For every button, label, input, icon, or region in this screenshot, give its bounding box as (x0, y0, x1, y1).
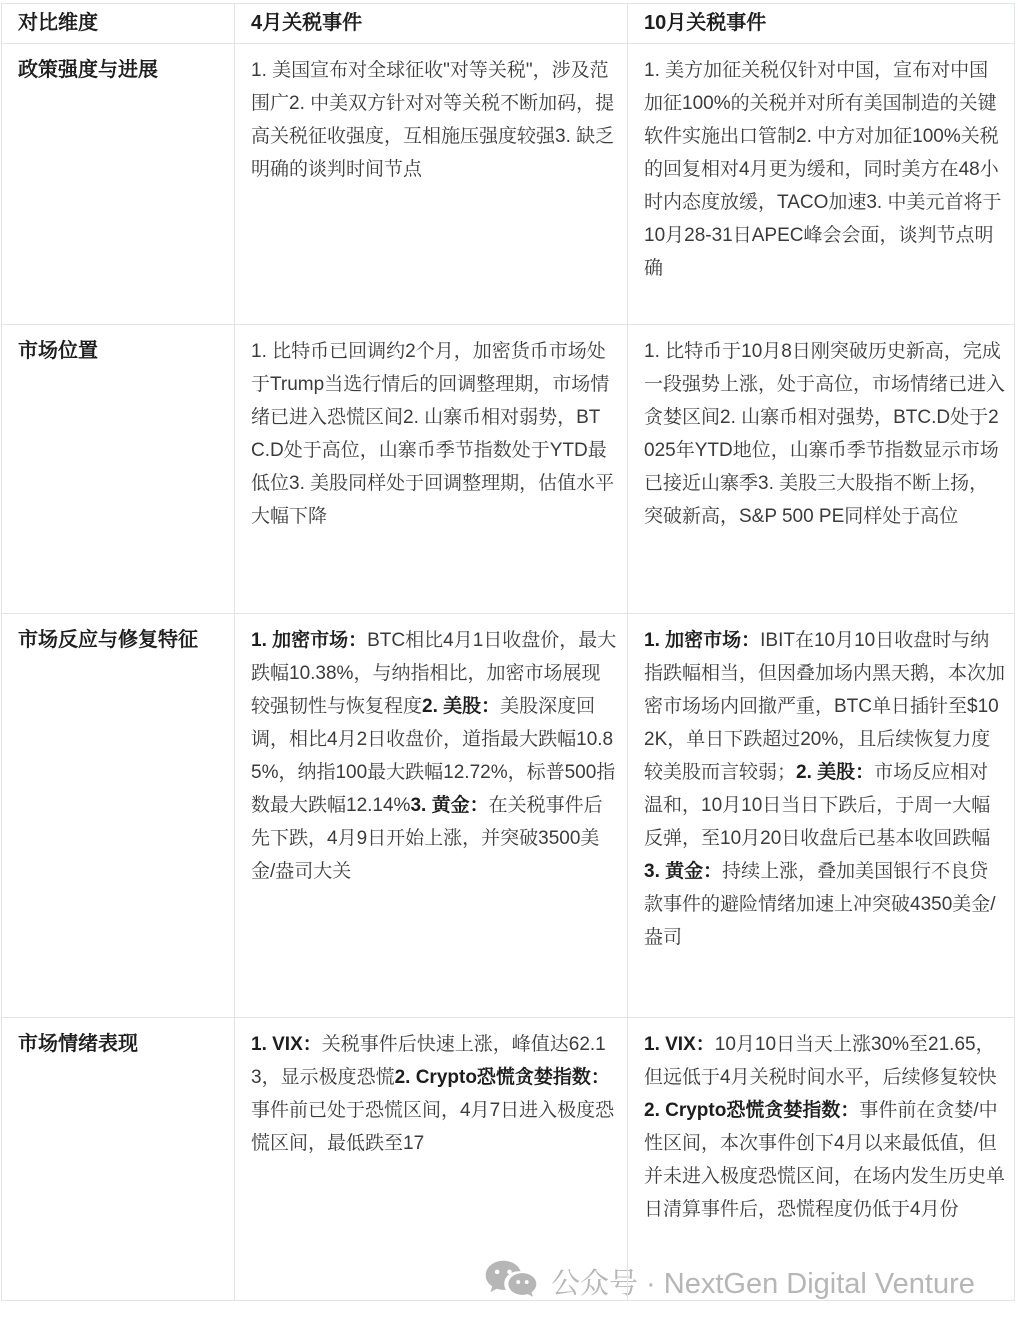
cell-text: 在关税事件后先下跌，4月9日开始上涨，并突破3500美金/盎司大关 (251, 795, 603, 882)
row-label: 市场反应与修复特征 (2, 614, 235, 1018)
cell-text: 1. 美方加征关税仅针对中国，宣布对中国加征100%的关税并对所有美国制造的关键软件实施出口管制2. 中方对加征100%关税的回复相对4月更为缓和，同时美方在48小时内态度放缓，TACO加速3. 中美元首将于10月28-31日APEC峰会会面，谈判节点明确 (644, 60, 1002, 279)
april-cell (235, 325, 628, 614)
cell-text-bold: 1. 加密市场： (251, 630, 368, 651)
header-dimension: 对比维度 (2, 4, 235, 44)
october-cell (628, 325, 1015, 614)
table-row (2, 1018, 1015, 1301)
row-label: 市场位置 (2, 325, 235, 614)
cell-text-bold: 2. Crypto恐慌贪婪指数： (644, 1100, 860, 1121)
october-cell (628, 44, 1015, 325)
cell-text: 事件前已处于恐慌区间，4月7日进入极度恐慌区间，最低跌至17 (251, 1100, 615, 1154)
header-october-event: 10月关税事件 (628, 4, 1015, 44)
row-label: 市场情绪表现 (2, 1018, 235, 1301)
table-row (2, 614, 1015, 1018)
cell-text: 1. 美国宣布对全球征收"对等关税"，涉及范围广2. 中美双方针对对等关税不断加码，提高关税征收强度，互相施压强度较强3. 缺乏明确的谈判时间节点 (251, 60, 615, 180)
cell-text: 市场反应相对温和，10月10日当日下跌后，于周一大幅反弹，至10月20日收盘后已基本收回跌幅 (644, 762, 991, 849)
cell-text: 10月10日当天上涨30%至21.65，但远低于4月关税时间水平，后续修复较快 (644, 1034, 997, 1088)
cell-text: 美股深度回调，相比4月2日收盘价，道指最大跌幅10.85%，纳指100最大跌幅12.72%，标普500指数最大跌幅12.14% (251, 696, 616, 816)
cell-text-bold: 3. 黄金： (410, 795, 489, 816)
comparison-table (1, 3, 1015, 1301)
cell-text: 事件前在贪婪/中性区间，本次事件创下4月以来最低值，但并未进入极度恐慌区间，在场内发生历史单日清算事件后，恐慌程度仍低于4月份 (644, 1100, 1006, 1220)
cell-text: 持续上涨，叠加美国银行不良贷款事件的避险情绪加速上冲突破4350美金/盎司 (644, 861, 996, 948)
cell-text-bold: 1. VIX： (251, 1034, 322, 1055)
cell-text: BTC相比4月1日收盘价，最大跌幅10.38%，与纳指相比，加密市场展现较强韧性与恢复程度 (251, 630, 617, 717)
cell-text-bold: 3. 黄金： (644, 861, 723, 882)
cell-text-bold: 1. 加密市场： (644, 630, 761, 651)
header-april-event: 4月关税事件 (235, 4, 628, 44)
cell-text: 1. 比特币已回调约2个月，加密货币市场处于Trump当选行情后的回调整理期，市场情绪已进入恐慌区间2. 山寨币相对弱势，BTC.D处于高位，山寨币季节指数处于YTD最低位3. 美股同样处于回调整理期，估值水平大幅下降 (251, 341, 615, 527)
cell-text: IBIT在10月10日收盘时与纳指跌幅相当，但因叠加场内黑天鹅，本次加密市场场内回撤严重，BTC单日插针至$102K，单日下跌超过20%，且后续恢复力度较美股而言较弱； (644, 630, 1006, 783)
april-cell (235, 1018, 628, 1301)
cell-text: 1. 比特币于10月8日刚突破历史新高，完成一段强势上涨，处于高位，市场情绪已进入贪婪区间2. 山寨币相对强势，BTC.D处于2025年YTD地位，山寨币季节指数显示市场已接近山寨季3. 美股三大股指不断上扬，突破新高，S&P 500 PE同样处于高位 (644, 341, 1006, 527)
comparison-table-page (0, 3, 1015, 1323)
table-row (2, 325, 1015, 614)
table-body (2, 44, 1015, 1301)
cell-text-bold: 1. VIX： (644, 1034, 715, 1055)
table-row (2, 44, 1015, 325)
table-wrap (0, 3, 1015, 1301)
october-cell (628, 1018, 1015, 1301)
cell-text-bold: 2. 美股： (796, 762, 875, 783)
april-cell (235, 614, 628, 1018)
april-cell (235, 44, 628, 325)
cell-text-bold: 2. 美股： (422, 696, 501, 717)
watermark-text: 公众号 · NextGen Digital Venture (551, 1267, 975, 1300)
cell-text: 关税事件后快速上涨，峰值达62.13，显示极度恐慌 (251, 1034, 606, 1088)
october-cell (628, 614, 1015, 1018)
cell-text-bold: 2. Crypto恐慌贪婪指数： (394, 1067, 610, 1088)
row-label: 政策强度与进展 (2, 44, 235, 325)
header-row (2, 4, 1015, 44)
